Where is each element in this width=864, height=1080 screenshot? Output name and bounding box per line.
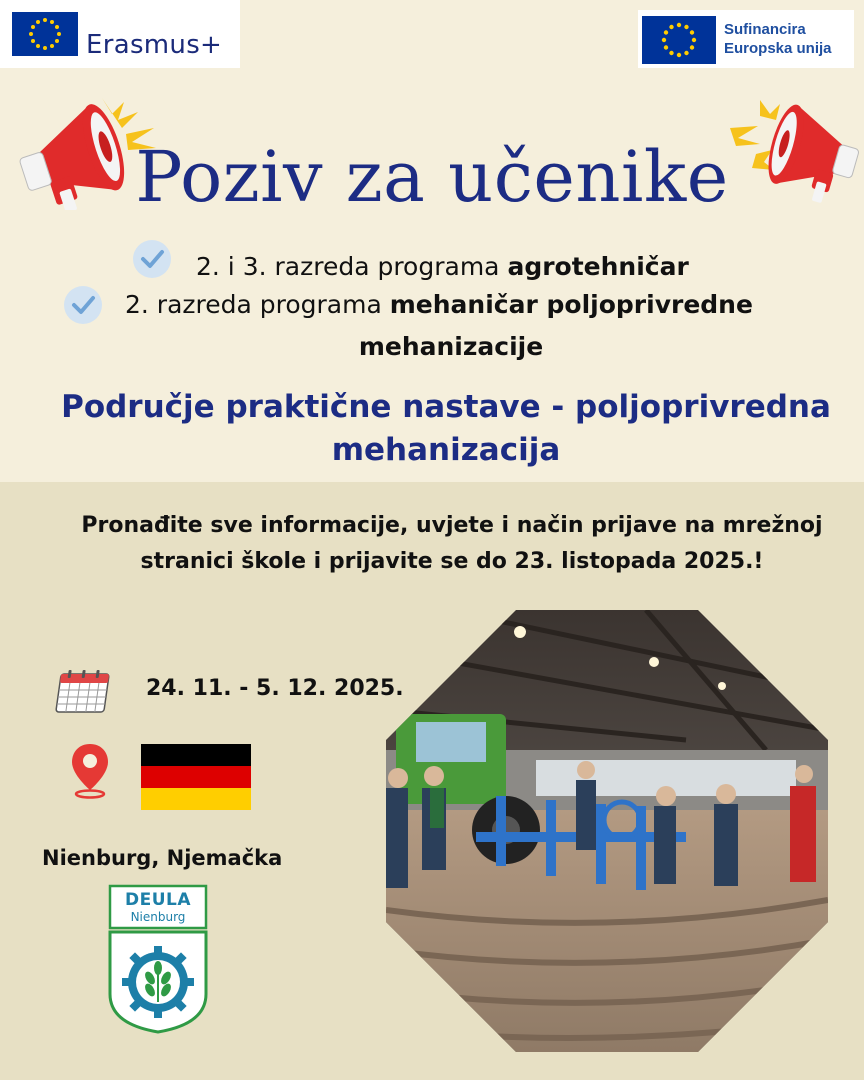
cofunded-logo (638, 10, 854, 68)
deula-city: Nienburg (130, 910, 186, 924)
program-item-continuation: mehanizacije (358, 332, 544, 361)
event-location: Nienburg, Njemačka (42, 846, 283, 870)
germany-flag (141, 744, 251, 810)
location-pin-icon (68, 742, 112, 800)
program-item: 2. razreda programa mehaničar poljoprivredne (125, 290, 753, 319)
page-title: Poziv za učenike (135, 136, 729, 218)
workshop-photo (386, 610, 828, 1052)
erasmus-logo (0, 0, 240, 68)
check-icon (133, 240, 171, 278)
eu-stars (29, 18, 61, 50)
application-info: Pronađite sve informacije, uvjete i način prijave na mrežnoj stranici škole i prijavite se do 23. listopada 2025.! (81, 513, 823, 574)
cofunded-label: Sufinancira Europska unija (724, 21, 832, 57)
program-item: 2. i 3. razreda programa agrotehničar (196, 252, 689, 281)
check-icon (64, 286, 102, 324)
deula-logo (108, 884, 208, 1034)
eu-flag-icon (642, 16, 716, 64)
deula-name: DEULA (124, 890, 192, 910)
calendar-icon (54, 668, 112, 714)
erasmus-label: Erasmus+ (86, 30, 223, 60)
practice-area-heading: Područje praktične nastave - poljoprivredna mehanizacija (61, 389, 831, 468)
eu-flag-icon (12, 12, 78, 56)
event-dates: 24. 11. - 5. 12. 2025. (146, 676, 404, 701)
